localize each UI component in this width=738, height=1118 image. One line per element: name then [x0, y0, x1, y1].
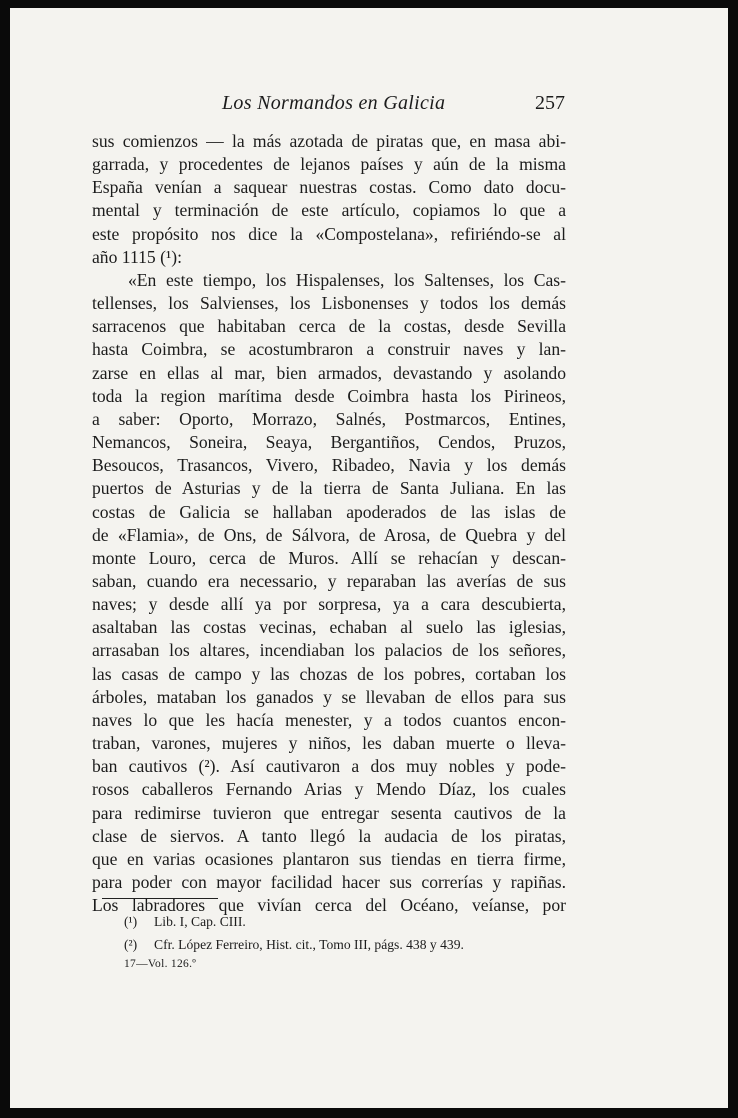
body-text	[92, 130, 566, 917]
text-line: tellenses, los Salvienses, los Lisbonenses y todos los demás	[92, 293, 566, 314]
text-line: Los labradores que vivían cerca del Océano, veíanse, por	[92, 895, 566, 916]
text-line: monte Louro, cerca de Muros. Allí se rehacían y descan-	[92, 547, 566, 568]
text-line: traban, varones, mujeres y niños, les daban muerte o lleva-	[92, 733, 566, 754]
footnote-text: Cfr. López Ferreiro, Hist. cit., Tomo III, págs. 438 y 439.	[154, 937, 464, 952]
text-line: mental y terminación de este artículo, copiamos lo que a	[92, 200, 566, 221]
running-title: Los Normandos en Galicia	[222, 92, 446, 114]
text-line: arrasaban los altares, incendiaban los palacios de los señores,	[92, 640, 566, 661]
text-line: España venían a saquear nuestras costas. Como dato docu-	[92, 177, 566, 198]
text-line: puertos de Asturias y de la tierra de Santa Juliana. En las	[92, 478, 566, 499]
page-number: 257	[535, 92, 565, 114]
page-header	[10, 92, 728, 118]
text-line: «En este tiempo, los Hispalenses, los Saltenses, los Cas-	[128, 269, 566, 290]
text-line: de «Flamia», de Ons, de Sálvora, de Arosa, de Quebra y del	[92, 524, 566, 545]
text-line: ban cautivos (²). Así cautivaron a dos muy nobles y pode-	[92, 756, 566, 777]
footnote-mark: (²)	[124, 937, 138, 952]
text-line: que en varias ocasiones plantaron sus tiendas en tierra firme,	[92, 848, 566, 869]
footnote-text: Lib. I, Cap. CIII.	[154, 914, 246, 929]
text-line: toda la region marítima desde Coimbra hasta los Pirineos,	[92, 385, 566, 406]
text-line: árboles, mataban los ganados y se llevaban de ellos para sus	[92, 686, 566, 707]
text-line: clase de siervos. A tanto llegó la audacia de los piratas,	[92, 825, 566, 846]
text-line: este propósito nos dice la «Compostelana», refiriéndo-se al	[92, 223, 566, 244]
text-line: sarracenos que habitaban cerca de la costas, desde Sevilla	[92, 316, 566, 337]
book-page	[10, 8, 728, 1108]
printer-signature: 17—Vol. 126.º	[124, 958, 197, 970]
footnote-1	[124, 910, 584, 933]
text-line: rosos caballeros Fernando Arias y Mendo Díaz, los cuales	[92, 779, 566, 800]
footnotes	[124, 910, 584, 956]
text-line: garrada, y procedentes de lejanos países y aún de la misma	[92, 154, 566, 175]
footnote-divider	[102, 898, 218, 899]
text-line: sus comienzos — la más azotada de piratas que, en masa abi-	[92, 131, 566, 151]
text-line: Nemancos, Soneira, Seaya, Bergantiños, Cendos, Pruzos,	[92, 432, 566, 453]
text-line: para poder con mayor facilidad hacer sus correrías y rapiñas.	[92, 872, 566, 892]
text-line: Besoucos, Trasancos, Vivero, Ribadeo, Navia y los demás	[92, 455, 566, 476]
text-line: asaltaban las costas vecinas, echaban al suelo las iglesias,	[92, 617, 566, 638]
text-line: año 1115 (¹):	[92, 246, 182, 267]
text-line: zarse en ellas al mar, bien armados, devastando y asolando	[92, 362, 566, 383]
footnote-2	[124, 933, 584, 956]
text-line: las casas de campo y las chozas de los pobres, cortaban los	[92, 663, 566, 684]
text-line: a saber: Oporto, Morrazo, Salnés, Postmarcos, Entines,	[92, 408, 566, 429]
text-line: costas de Galicia se hallaban apoderados de las islas de	[92, 501, 566, 522]
text-line: naves; y desde allí ya por sorpresa, ya a cara descubierta,	[92, 594, 566, 615]
footnote-mark: (¹)	[124, 914, 138, 929]
text-line: saban, cuando era necessario, y reparaban las averías de sus	[92, 570, 566, 591]
text-line: hasta Coimbra, se acostumbraron a construir naves y lan-	[92, 339, 566, 360]
text-line: para redimirse tuvieron que entregar sesenta cautivos de la	[92, 802, 566, 823]
text-line: naves lo que les hacía menester, y a todos cuantos encon-	[92, 709, 566, 730]
